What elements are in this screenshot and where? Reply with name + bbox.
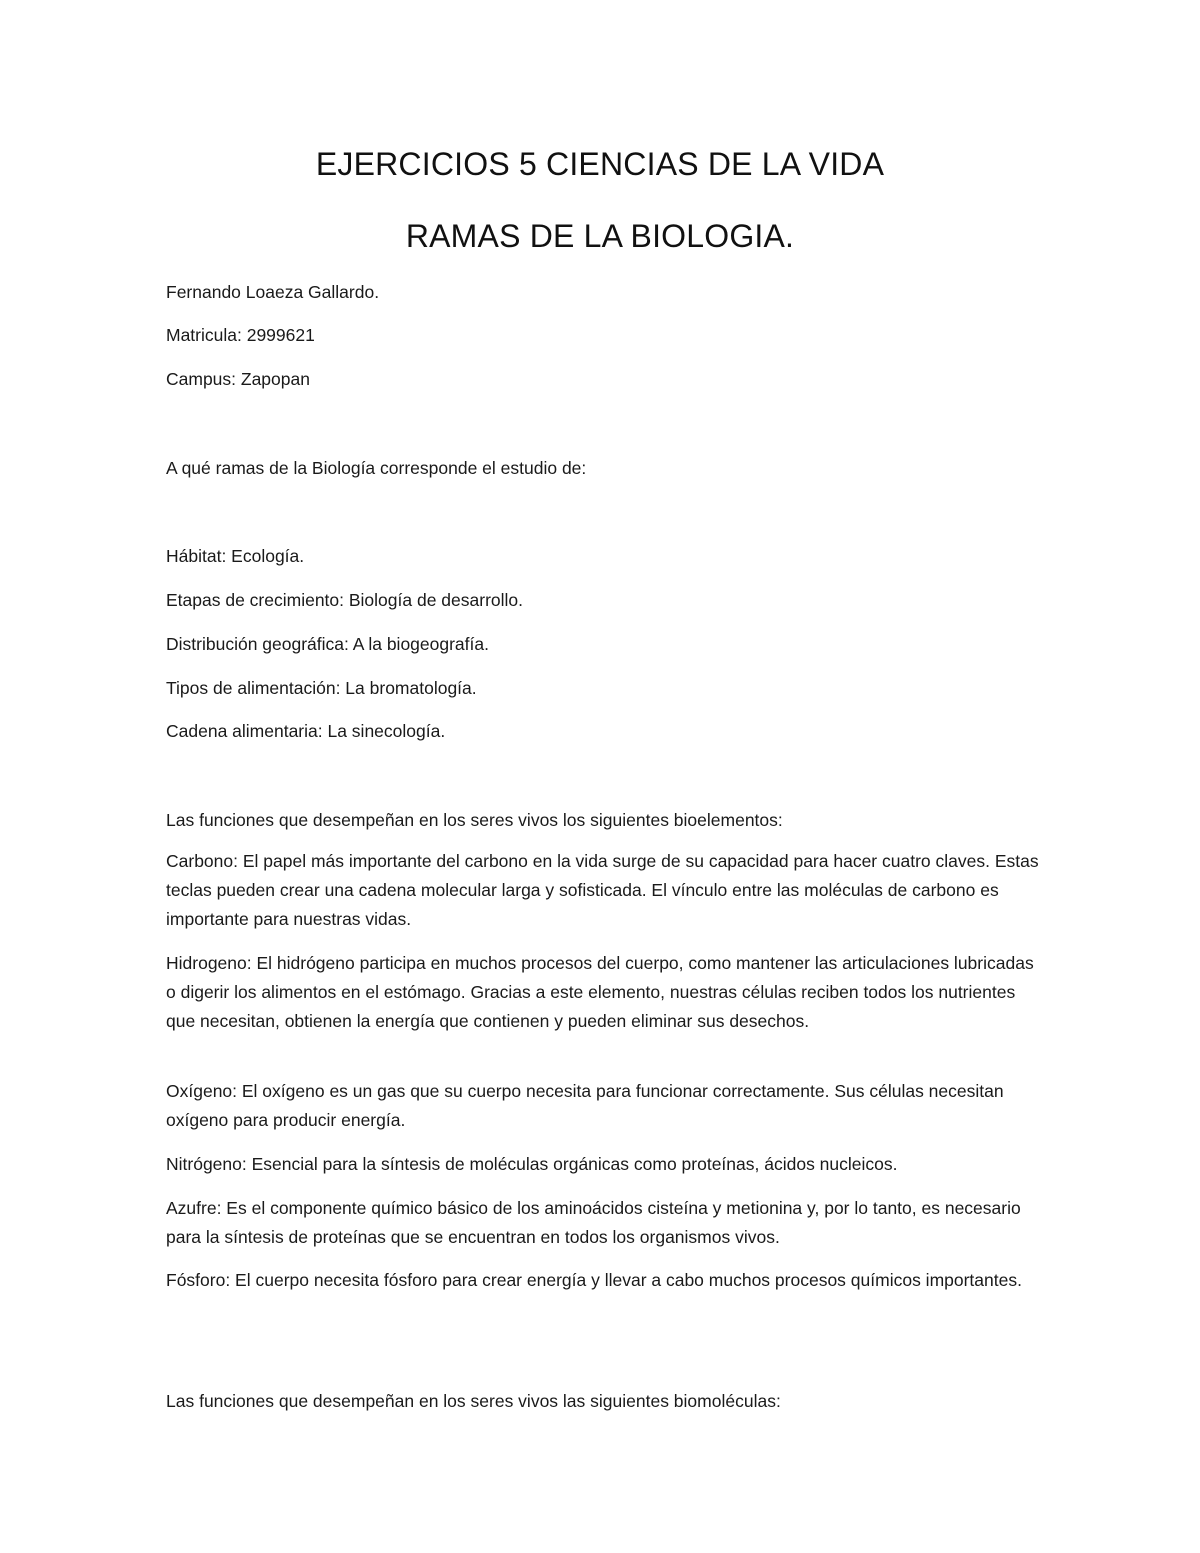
bioelement-paragraph: Azufre: Es el componente químico básico de los aminoácidos cisteína y metionina y, por lo tanto, es necesario para la síntesis de proteínas que se encuentran en todos los organismos vivos.: [166, 1198, 1021, 1247]
author-name: Fernando Loaeza Gallardo.: [166, 282, 380, 302]
answer-item: Etapas de crecimiento: Biología de desarrollo.: [166, 590, 524, 610]
student-id: Matricula: 2999621: [166, 325, 315, 345]
document-title: EJERCICIOS 5 CIENCIAS DE LA VIDA: [315, 146, 885, 182]
answer-item: Distribución geográfica: A la biogeografía.: [166, 634, 489, 654]
answer-item: Tipos de alimentación: La bromatología.: [166, 678, 477, 698]
bioelement-paragraph: Hidrogeno: El hidrógeno participa en muchos procesos del cuerpo, como mantener las articulaciones lubricadas o digerir los alimentos en el estómago. Gracias a este elemento, nuestras células reciben todos los nutrientes que necesitan, obtienen la energía que contienen y pueden eliminar sus desechos.: [166, 953, 1034, 1031]
question-bioelements: Las funciones que desempeñan en los seres vivos los siguientes bioelementos:: [166, 810, 783, 830]
answer-item: Hábitat: Ecología.: [166, 546, 305, 566]
question-biomolecules: Las funciones que desempeñan en los seres vivos las siguientes biomoléculas:: [166, 1391, 781, 1411]
bioelement-paragraph: Oxígeno: El oxígeno es un gas que su cuerpo necesita para funcionar correctamente. Sus células necesitan oxígeno para producir energía.: [166, 1081, 1004, 1130]
campus: Campus: Zapopan: [166, 369, 310, 389]
question-branches: A qué ramas de la Biología corresponde el estudio de:: [166, 458, 587, 478]
bioelement-paragraph: Nitrógeno: Esencial para la síntesis de moléculas orgánicas como proteínas, ácidos nucleicos.: [166, 1154, 898, 1174]
answer-item: Cadena alimentaria: La sinecología.: [166, 721, 446, 741]
bioelement-paragraph: Fósforo: El cuerpo necesita fósforo para crear energía y llevar a cabo muchos procesos químicos importantes.: [166, 1270, 1022, 1290]
document-subtitle: RAMAS DE LA BIOLOGIA.: [405, 218, 795, 254]
bioelement-paragraph: Carbono: El papel más importante del carbono en la vida surge de su capacidad para hacer cuatro claves. Estas teclas pueden crear una cadena molecular larga y sofisticada. El vínculo entre las moléculas de carbono es importante para nuestras vidas.: [166, 851, 1039, 929]
